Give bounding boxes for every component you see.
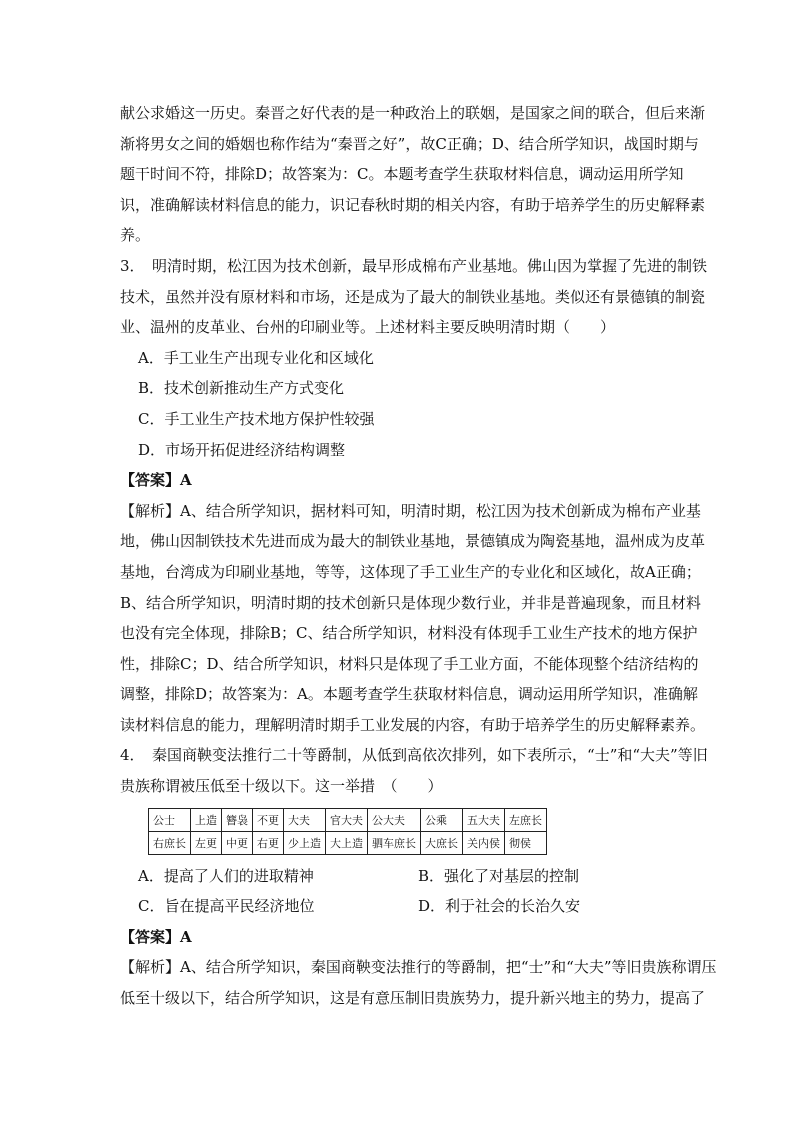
question-3 bbox=[120, 251, 708, 741]
options-row bbox=[120, 891, 680, 922]
analysis-line: 基地，台湾成为印刷业基地，等等，这体现了手工业生产的专业化和区域化，故A正确； bbox=[120, 562, 701, 581]
table-cell: 关内侯 bbox=[463, 831, 505, 854]
analysis-line: 【解析】A、结合所学知识，据材料可知，明清时期，松江因为技术创新成为棉布产业基 bbox=[120, 501, 701, 520]
question-stem-line: 贵族称谓被压低至十级以下。这一举措 （ ） bbox=[120, 777, 443, 796]
text-line: 题干时间不符，排除D；故答案为：C。本题考查学生获取材料信息，调动运用所学知 bbox=[120, 165, 684, 184]
table-cell: 公士 bbox=[149, 808, 191, 831]
analysis-line: 读材料信息的能力，理解明清时期手工业发展的内容，有助于培养学生的历史解释素养。 bbox=[120, 715, 706, 734]
rank-table bbox=[148, 808, 547, 855]
table-cell: 右庶长 bbox=[149, 831, 191, 854]
table-cell: 少上造 bbox=[284, 831, 326, 854]
question-4 bbox=[120, 740, 717, 1013]
option-c: C．旨在提高平民经济地位 bbox=[138, 897, 315, 916]
analysis-line: 【解析】A、结合所学知识，秦国商鞅变法推行的等爵制，把“士”和“大夫”等旧贵族称谓压 bbox=[120, 958, 717, 977]
option-a: A．提高了人们的进取精神 bbox=[138, 866, 314, 885]
option-b: B．强化了对基层的控制 bbox=[418, 866, 580, 885]
table-cell: 大上造 bbox=[326, 831, 368, 854]
table-cell: 彻侯 bbox=[505, 831, 547, 854]
intro-paragraph bbox=[120, 98, 706, 251]
table-cell: 大夫 bbox=[284, 808, 326, 831]
option-d: D．市场开拓促进经济结构调整 bbox=[138, 440, 346, 459]
question-stem-line: 技术，虽然并没有原材料和市场，还是成为了最大的制铁业基地。类似还有景德镇的制瓷 bbox=[120, 287, 706, 306]
analysis-line: 性，排除C；D、结合所学知识，材料只是体现了手工业方面，不能体现整个结济结构的 bbox=[120, 654, 699, 673]
table-row bbox=[149, 808, 547, 831]
analysis-line: 低至十级以下，结合所学知识，这是有意压制旧贵族势力，提升新兴地主的势力，提高了 bbox=[120, 989, 706, 1008]
table-cell: 公乘 bbox=[421, 808, 463, 831]
question-stem-line: 业、温州的皮革业、台州的印刷业等。上述材料主要反映明清时期（ ） bbox=[120, 318, 616, 337]
analysis-line: 调整，排除D；故答案为：A。本题考查学生获取材料信息，调动运用所学知识，准确解 bbox=[120, 685, 698, 704]
option-c: C．手工业生产技术地方保护性较强 bbox=[138, 409, 375, 428]
analysis-line: B、结合所学知识，明清时期的技术创新只是体现少数行业，并非是普遍现象，而且材料 bbox=[120, 593, 702, 612]
document-content bbox=[120, 98, 717, 1014]
question-stem-line: 4． 秦国商鞅变法推行二十等爵制，从低到高依次排列，如下表所示，“士”和“大夫”等旧 bbox=[120, 746, 708, 765]
table-cell: 不更 bbox=[253, 808, 284, 831]
text-line: 献公求婚这一历史。秦晋之好代表的是一种政治上的联姻，是国家之间的联合，但后来渐 bbox=[120, 104, 706, 122]
table-cell: 簪袅 bbox=[222, 808, 253, 831]
option-a: A．手工业生产出现专业化和区域化 bbox=[138, 348, 374, 367]
table-cell: 五大夫 bbox=[463, 808, 505, 831]
options-row bbox=[120, 861, 680, 892]
table-cell: 官大夫 bbox=[326, 808, 368, 831]
answer-label: 【答案】A bbox=[120, 471, 192, 490]
analysis-line: 地，佛山因制铁技术先进而成为最大的制铁业基地，景德镇成为陶瓷基地，温州成为皮革 bbox=[120, 532, 706, 551]
table-cell: 公大夫 bbox=[368, 808, 421, 831]
text-line: 识，准确解读材料信息的能力，识记春秋时期的相关内容，有助于培养学生的历史解释素 bbox=[120, 195, 706, 214]
table-cell: 上造 bbox=[191, 808, 222, 831]
question-stem-line: 3． 明清时期，松江因为技术创新，最早形成棉布产业基地。佛山因为掌握了先进的制铁 bbox=[120, 256, 708, 275]
text-line: 养。 bbox=[120, 226, 151, 245]
answer-label: 【答案】A bbox=[120, 927, 192, 946]
analysis-line: 也没有完全体现，排除B；C、结合所学知识，材料没有体现手工业生产技术的地方保护 bbox=[120, 624, 698, 643]
table-row bbox=[149, 831, 547, 854]
table-cell: 驷车庶长 bbox=[368, 831, 421, 854]
text-line: 渐将男女之间的婚姻也称作结为“秦晋之好”，故C正确；D、结合所学知识，战国时期与 bbox=[120, 134, 699, 153]
table-cell: 大庶长 bbox=[421, 831, 463, 854]
table-cell: 左更 bbox=[191, 831, 222, 854]
option-b: B．技术创新推动生产方式变化 bbox=[138, 379, 345, 398]
table-cell: 中更 bbox=[222, 831, 253, 854]
table-cell: 左庶长 bbox=[505, 808, 547, 831]
option-d: D．利于社会的长治久安 bbox=[418, 897, 581, 916]
table-cell: 右更 bbox=[253, 831, 284, 854]
